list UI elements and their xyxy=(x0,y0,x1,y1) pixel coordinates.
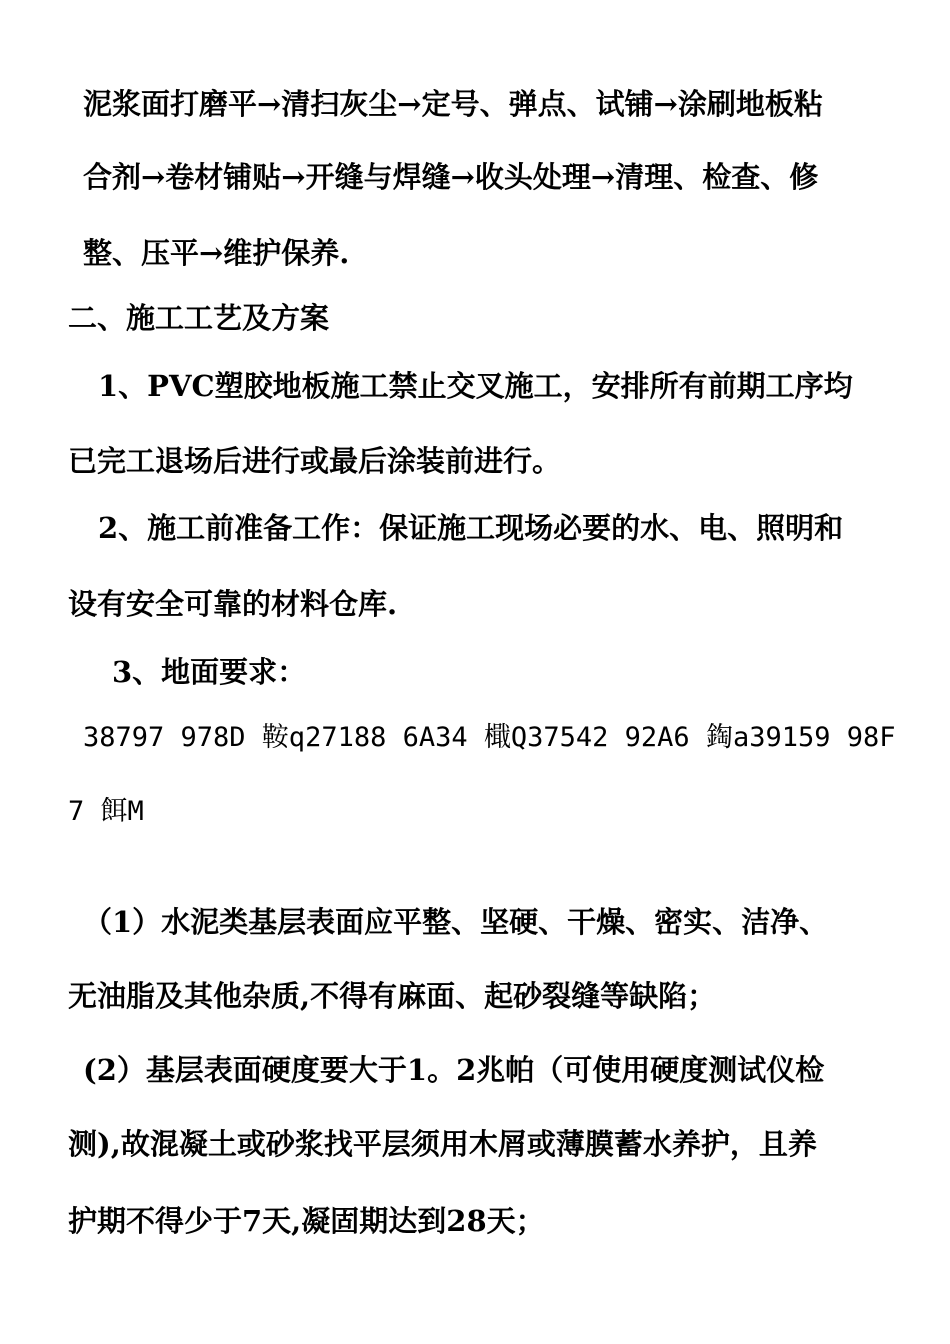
item-2-line-1: 2、施工前准备工作：保证施工现场必要的水、电、照明和 xyxy=(98,511,844,545)
requirement-2-line-2: 测),故混凝土或砂浆找平层须用木屑或薄膜蓄水养护，且养 xyxy=(68,1127,817,1161)
section-heading: 二、施工工艺及方案 xyxy=(68,301,330,335)
requirement-1-line-2: 无油脂及其他杂质,不得有麻面、起砂裂缝等缺陷； xyxy=(68,979,717,1013)
garbled-code-line-1: 38797 978D 鞍q27188 6A34 檝Q37542 92A6 鋾a39159 98F xyxy=(83,722,896,753)
item-1-line-1: 1、PVC塑胶地板施工禁止交叉施工，安排所有前期工序均 xyxy=(98,369,853,403)
garbled-code-line-2: 7 餌M xyxy=(68,796,144,827)
paragraph-line-1: 泥浆面打磨平→清扫灰尘→定号、弹点、试铺→涂刷地板粘 xyxy=(83,87,823,121)
requirement-2-line-3: 护期不得少于7天,凝固期达到28天； xyxy=(68,1204,545,1238)
item-2-line-2: 设有安全可靠的材料仓库. xyxy=(68,587,398,621)
paragraph-line-3: 整、压平→维护保养. xyxy=(83,236,350,270)
requirement-1-line-1: （1）水泥类基层表面应平整、坚硬、干燥、密实、洁净、 xyxy=(83,905,829,939)
item-1-line-2: 已完工退场后进行或最后涂装前进行。 xyxy=(68,444,562,478)
requirement-2-line-1: (2）基层表面硬度要大于1。2兆帕（可使用硬度测试仪检 xyxy=(83,1053,825,1087)
paragraph-line-2: 合剂→卷材铺贴→开缝与焊缝→收头处理→清理、检查、修 xyxy=(83,160,819,194)
item-3-heading: 3、地面要求： xyxy=(112,655,307,689)
